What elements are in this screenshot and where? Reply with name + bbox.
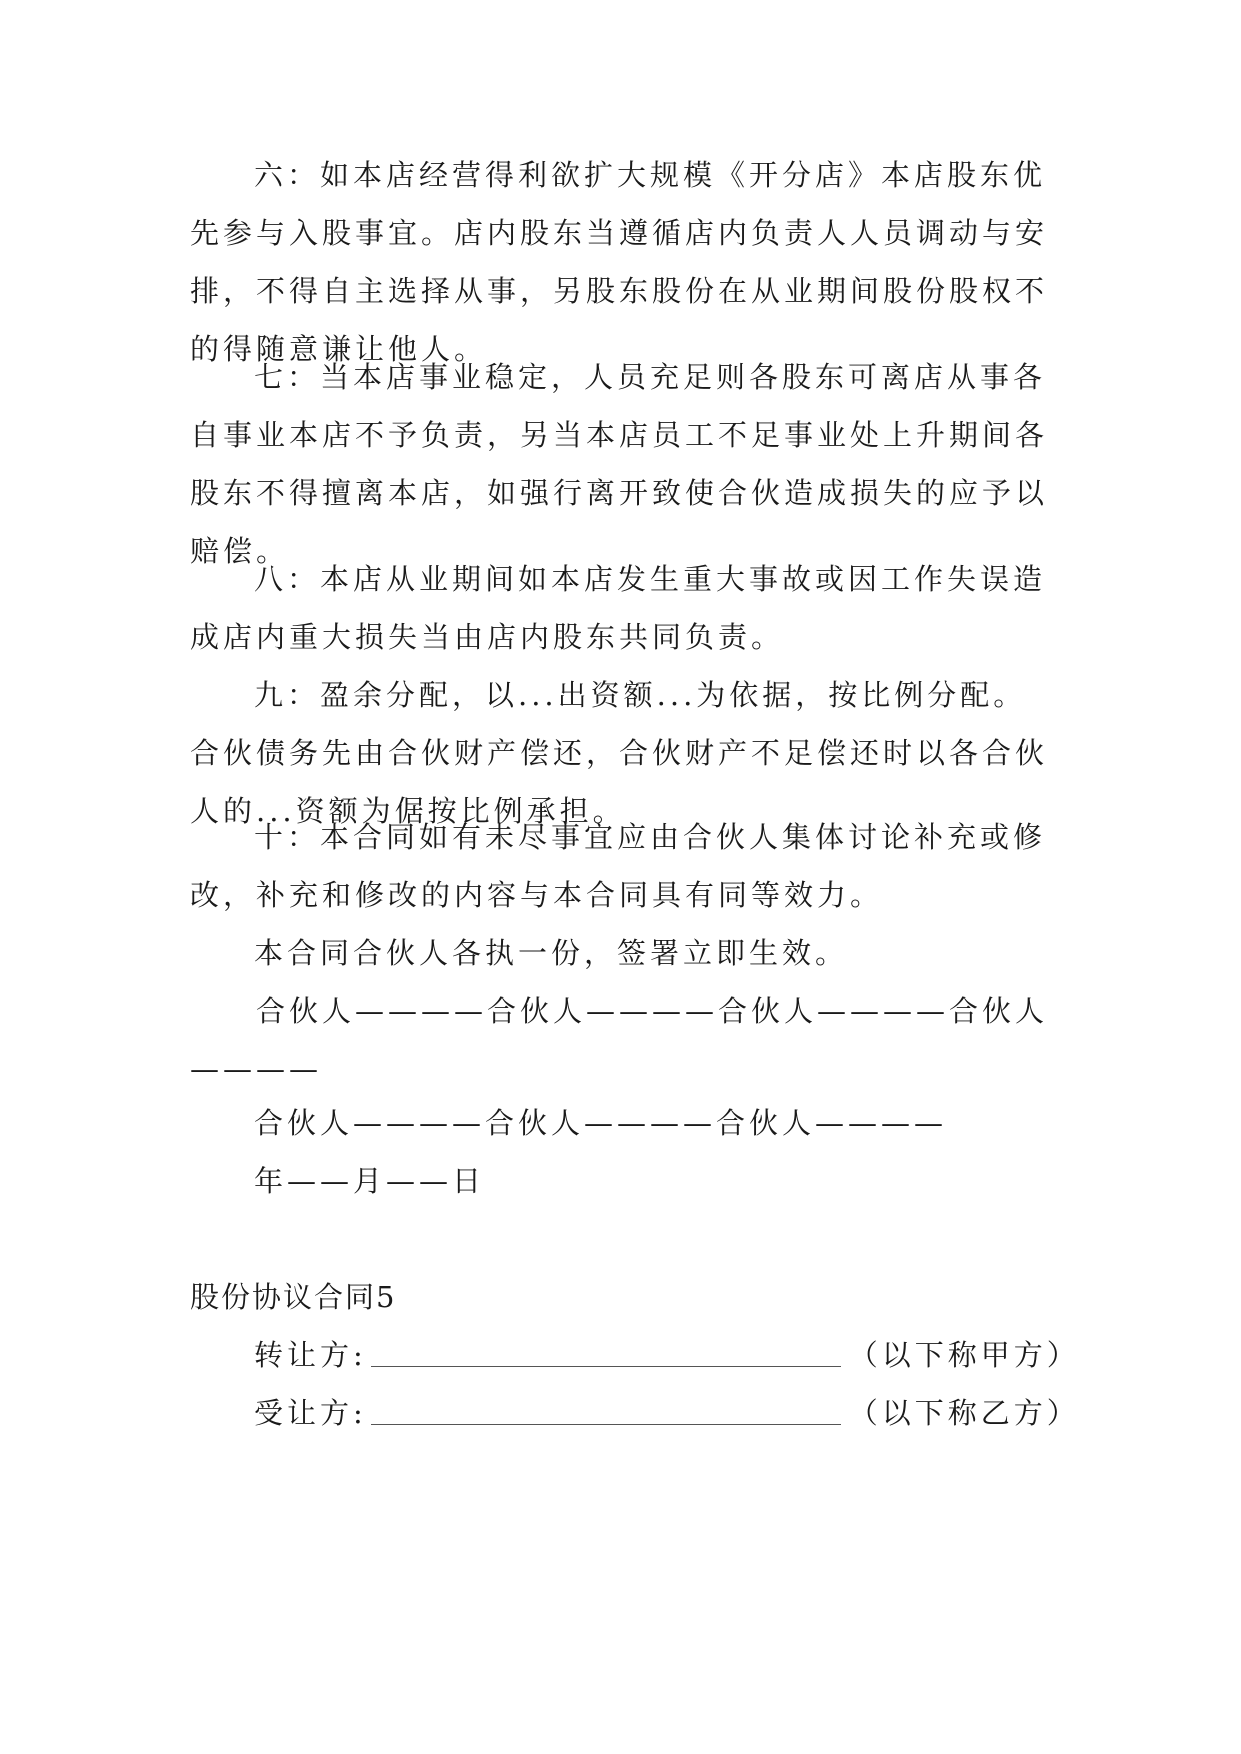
signature-row-1: 合伙人————合伙人————合伙人————合伙人————: [190, 994, 1049, 1086]
transferor-suffix: （以下称甲方）: [848, 1338, 1080, 1372]
transferor-label: 转让方:: [254, 1338, 367, 1372]
clause-nine: 九：盈余分配，以...出资额...为依据，按比例分配。合伙债务先由合伙财产偿还，合伙财产不足偿还时以各合伙人的...资额为倨按比例承担。: [190, 678, 1049, 828]
signature-date: 年——月——日: [254, 1164, 486, 1198]
clause-seven: 七：当本店事业稳定，人员充足则各股东可离店从事各自事业本店不予负责，另当本店员工不足事业处上升期间各股东不得擅离本店，如强行离开致使合伙造成损失的应予以赔偿。: [190, 360, 1049, 568]
effective-statement: 本合同合伙人各执一份，签署立即生效。: [254, 936, 849, 970]
transferee-blank[interactable]: [371, 1394, 841, 1425]
clause-six: 六：如本店经营得利欲扩大规模《开分店》本店股东优先参与入股事宜。店内股东当遵循店内负责人人员调动与安排，不得自主选择从事，另股东股份在从业期间股份股权不的得随意谦让他人。: [190, 158, 1049, 366]
signature-row-2: 合伙人————合伙人————合伙人————: [254, 1106, 948, 1140]
clause-eight: 八：本店从业期间如本店发生重大事故或因工作失误造成店内重大损失当由店内股东共同负责。: [190, 562, 1047, 654]
section-title: 股份协议合同5: [190, 1280, 397, 1314]
transferor-blank[interactable]: [371, 1336, 841, 1367]
clause-ten: 十：本合同如有未尽事宜应由合伙人集体讨论补充或修改，补充和修改的内容与本合同具有同等效力。: [190, 820, 1047, 912]
transferor-row: [254, 1326, 1080, 1384]
transferee-label: 受让方:: [254, 1396, 367, 1430]
transferee-row: [254, 1384, 1080, 1442]
transferee-suffix: （以下称乙方）: [848, 1396, 1080, 1430]
